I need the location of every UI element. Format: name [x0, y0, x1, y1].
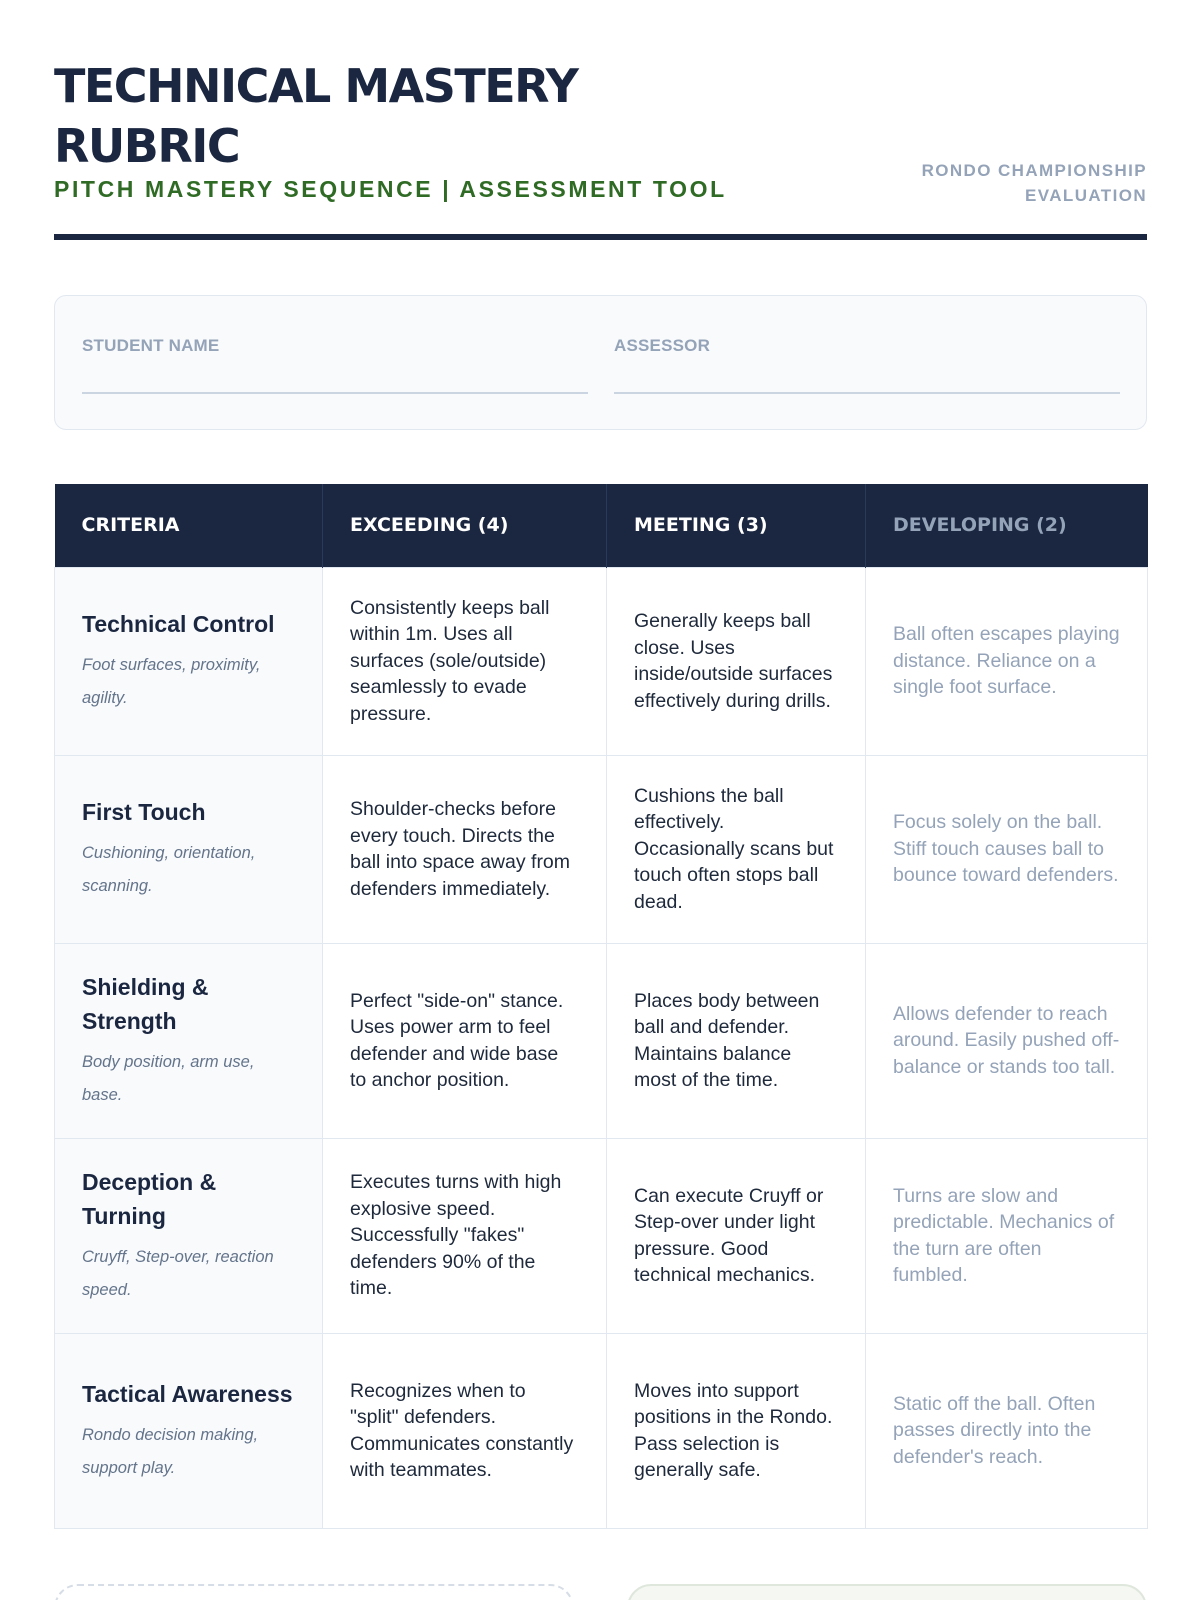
table-row	[55, 567, 1148, 755]
criteria-description: Cruyff, Step-over, reaction speed.	[82, 1247, 274, 1299]
criteria-description: Body position, arm use, base.	[82, 1052, 255, 1104]
criteria-description: Rondo decision making, support play.	[82, 1425, 259, 1477]
meeting-cell: Cushions the ball effectively. Occasionally scans but touch often stops ball dead.	[607, 755, 866, 943]
developing-cell: Ball often escapes playing distance. Reliance on a single foot surface.	[866, 567, 1148, 755]
meeting-cell: Places body between ball and defender. Maintains balance most of the time.	[607, 943, 866, 1138]
exceeding-cell: Perfect "side-on" stance. Uses power arm to feel defender and wide base to anchor position.	[323, 943, 607, 1138]
table-row	[55, 1138, 1148, 1333]
student-name-field[interactable]	[82, 336, 588, 394]
header-divider	[54, 234, 1147, 240]
criteria-cell	[55, 943, 323, 1138]
student-info-card	[54, 295, 1147, 430]
student-name-line[interactable]	[82, 392, 588, 394]
header-exceeding: EXCEEDING (4)	[323, 484, 607, 567]
header-developing: DEVELOPING (2)	[866, 484, 1148, 567]
criteria-name: First Touch	[82, 799, 206, 825]
meeting-cell: Moves into support positions in the Rondo. Pass selection is generally safe.	[607, 1333, 866, 1528]
meeting-cell: Can execute Cruyff or Step-over under light pressure. Good technical mechanics.	[607, 1138, 866, 1333]
exceeding-cell: Recognizes when to "split" defenders. Communicates constantly with teammates.	[323, 1333, 607, 1528]
assessor-line[interactable]	[614, 392, 1120, 394]
table-header-row	[55, 484, 1148, 567]
page-title: TECHNICAL MASTERY RUBRIC	[54, 59, 578, 173]
criteria-name: Tactical Awareness	[82, 1380, 293, 1407]
header-meeting: MEETING (3)	[607, 484, 866, 567]
criteria-cell	[55, 1333, 323, 1528]
event-tag: RONDO CHAMPIONSHIP EVALUATION	[921, 161, 1147, 205]
developing-cell: Static off the ball. Often passes directly into the defender's reach.	[866, 1333, 1148, 1528]
table-row	[55, 943, 1148, 1138]
developing-cell: Allows defender to reach around. Easily pushed off-balance or stands too tall.	[866, 943, 1148, 1138]
exceeding-cell: Executes turns with high explosive speed. Successfully "fakes" defenders 90% of the time.	[323, 1138, 607, 1333]
header-criteria: CRITERIA	[55, 484, 323, 567]
table-row	[55, 755, 1148, 943]
assessor-label: ASSESSOR	[614, 336, 711, 355]
criteria-cell	[55, 1138, 323, 1333]
assessor-field[interactable]	[614, 336, 1120, 394]
student-name-label: STUDENT NAME	[82, 336, 220, 355]
score-box	[627, 1584, 1147, 1600]
criteria-name: Technical Control	[82, 611, 275, 637]
meeting-cell: Generally keeps ball close. Uses inside/outside surfaces effectively during drills.	[607, 567, 866, 755]
criteria-cell	[55, 567, 323, 755]
notes-box	[54, 1584, 574, 1600]
developing-cell: Focus solely on the ball. Stiff touch causes ball to bounce toward defenders.	[866, 755, 1148, 943]
developing-cell: Turns are slow and predictable. Mechanics of the turn are often fumbled.	[866, 1138, 1148, 1333]
criteria-description: Foot surfaces, proximity, agility.	[82, 656, 261, 707]
criteria-name: Shielding & Strength	[82, 973, 209, 1034]
rubric-table	[54, 484, 1148, 1529]
exceeding-cell: Consistently keeps ball within 1m. Uses all surfaces (sole/outside) seamlessly to evade pressure.	[323, 567, 607, 755]
page-header	[54, 56, 1147, 242]
criteria-name: Deception & Turning	[82, 1168, 217, 1229]
table-row	[55, 1333, 1148, 1528]
criteria-cell	[55, 755, 323, 943]
exceeding-cell: Shoulder-checks before every touch. Directs the ball into space away from defenders immediately.	[323, 755, 607, 943]
page-subtitle: PITCH MASTERY SEQUENCE | ASSESSMENT TOOL	[54, 176, 727, 202]
criteria-description: Cushioning, orientation, scanning.	[82, 844, 256, 895]
rubric-page	[54, 0, 1147, 1600]
